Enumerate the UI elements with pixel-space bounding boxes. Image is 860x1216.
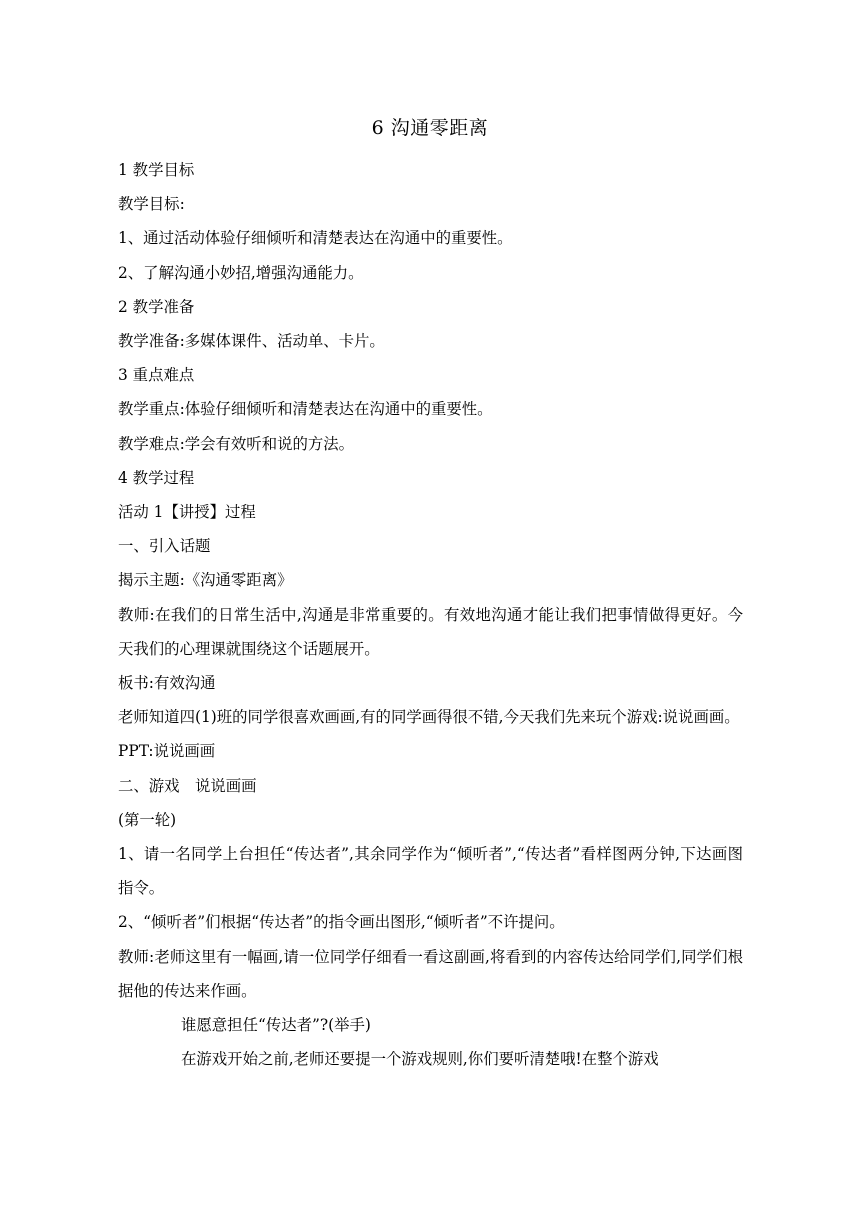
paragraph: 在游戏开始之前,老师还要提一个游戏规则,你们要听清楚哦!在整个游戏 bbox=[181, 1050, 659, 1069]
section-heading-key-points: 3 重点难点 bbox=[118, 366, 195, 385]
paragraph: 1、通过活动体验仔细倾听和清楚表达在沟通中的重要性。 bbox=[118, 229, 513, 248]
paragraph: 教师:在我们的日常生活中,沟通是非常重要的。有效地沟通才能让我们把事情做得更好。今天我们的心理课就围绕这个话题展开。 bbox=[118, 605, 743, 658]
paragraph: 揭示主题:《沟通零距离》 bbox=[118, 571, 293, 590]
page-title: 6 沟通零距离 bbox=[371, 117, 489, 139]
paragraph: 1、请一名同学上台担任“传达者”,其余同学作为“倾听者”,“传达者”看样图两分钟,下达画图指令。 bbox=[118, 845, 743, 898]
paragraph: 2、了解沟通小妙招,增强沟通能力。 bbox=[118, 263, 364, 282]
paragraph: 谁愿意担任“传达者”?(举手) bbox=[181, 1016, 371, 1035]
paragraph: 一、引入话题 bbox=[118, 537, 211, 556]
document-body bbox=[118, 153, 743, 1076]
paragraph: 老师知道四(1)班的同学很喜欢画画,有的同学画得很不错,今天我们先来玩个游戏:说说画画。 bbox=[118, 708, 740, 727]
paragraph: 教学重点:体验仔细倾听和清楚表达在沟通中的重要性。 bbox=[118, 400, 493, 419]
paragraph: 2、“倾听者”们根据“传达者”的指令画出图形,“倾听者”不许提问。 bbox=[118, 913, 565, 932]
paragraph: 板书:有效沟通 bbox=[118, 674, 216, 693]
section-heading-preparation: 2 教学准备 bbox=[118, 297, 195, 316]
paragraph: 教学目标: bbox=[118, 195, 185, 214]
paragraph: 活动 1【讲授】过程 bbox=[118, 503, 256, 522]
paragraph: (第一轮) bbox=[118, 810, 177, 829]
paragraph: 教师:老师这里有一幅画,请一位同学仔细看一看这副画,将看到的内容传达给同学们,同学们根据他的传达来作画。 bbox=[118, 947, 743, 1000]
paragraph: 教学难点:学会有效听和说的方法。 bbox=[118, 434, 355, 453]
paragraph: 二、游戏 说说画画 bbox=[118, 776, 257, 795]
section-heading-process: 4 教学过程 bbox=[118, 468, 195, 487]
paragraph: 教学准备:多媒体课件、活动单、卡片。 bbox=[118, 332, 385, 351]
section-heading-objectives: 1 教学目标 bbox=[118, 161, 195, 179]
paragraph: PPT:说说画画 bbox=[118, 742, 216, 761]
